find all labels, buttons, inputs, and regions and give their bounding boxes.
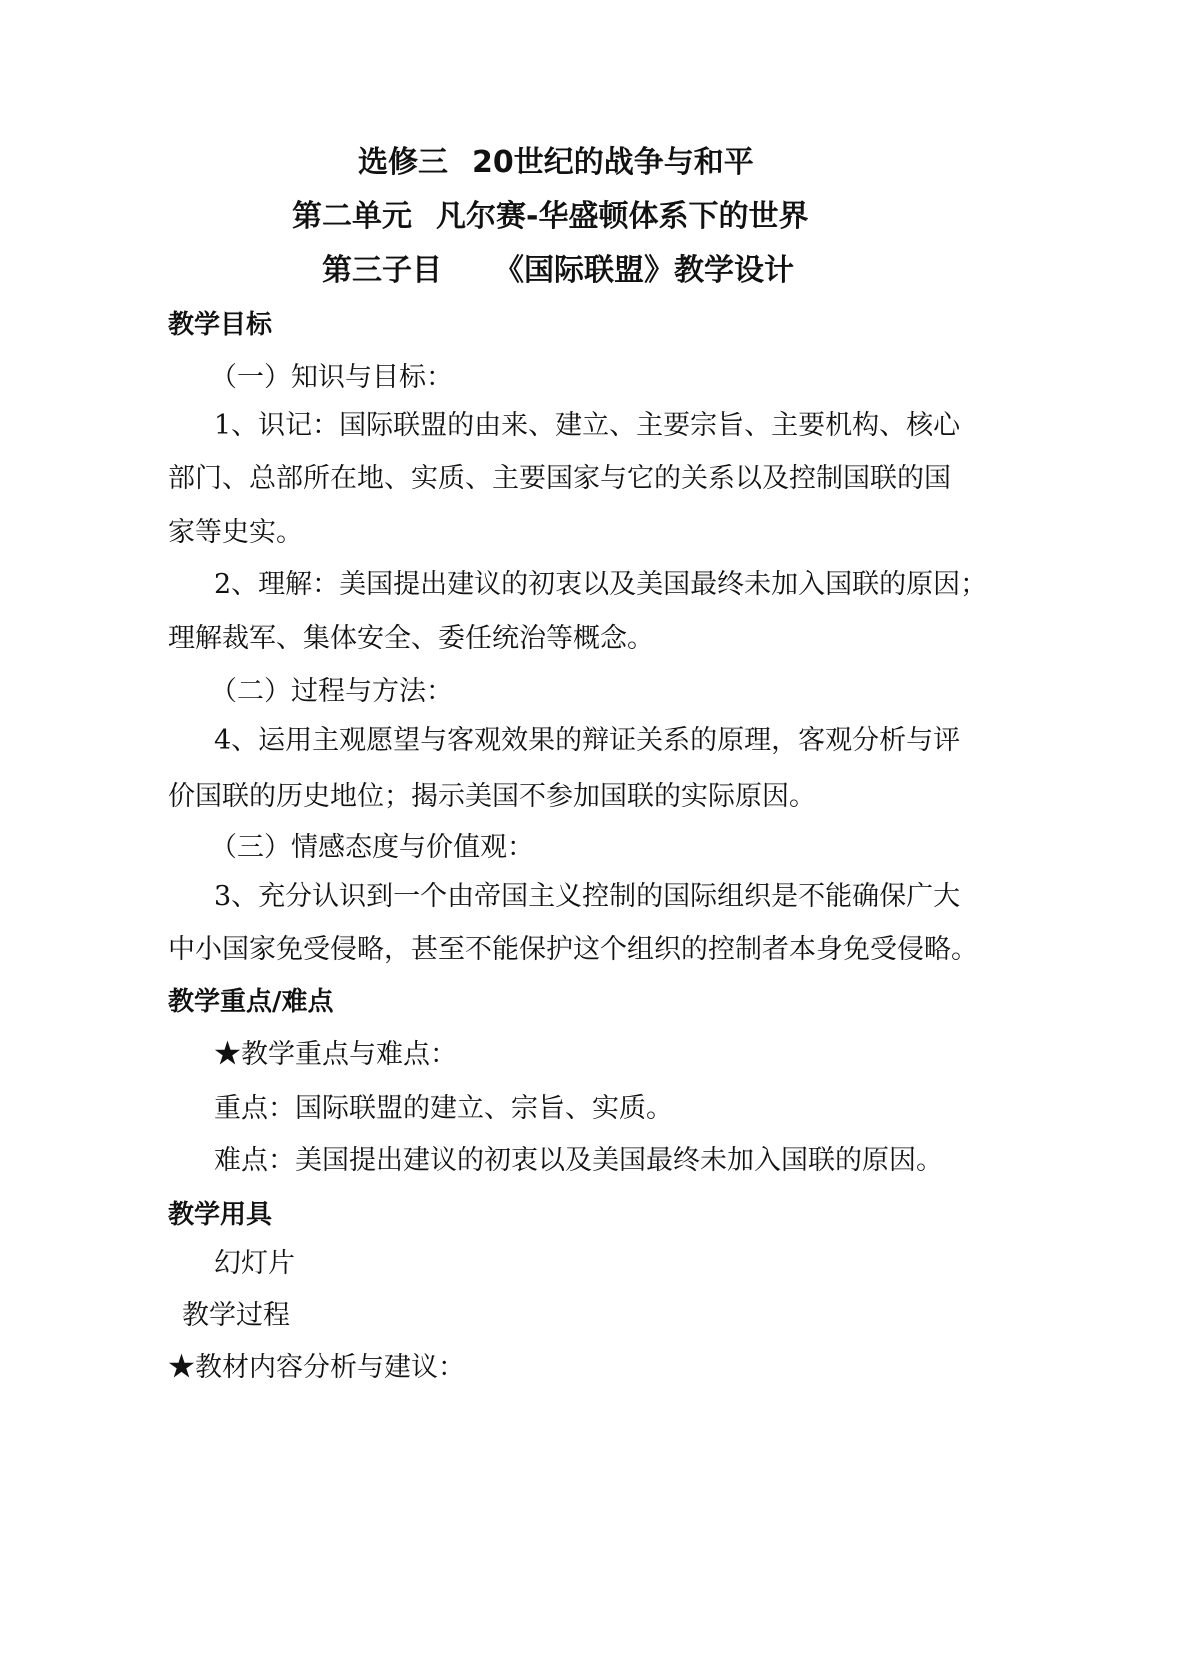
emotion-item-line1: 3、充分认识到一个由帝国主义控制的国际组织是不能确保广大 xyxy=(214,881,961,912)
key-line: 重点：国际联盟的建立、宗旨、实质。 xyxy=(214,1093,673,1124)
knowledge-item1-line2: 部门、总部所在地、实质、主要国家与它的关系以及控制国联的国 xyxy=(168,463,951,494)
title-line-1 xyxy=(358,143,754,183)
title-line-3-part-b: 《国际联盟》教学设计 xyxy=(494,253,794,288)
tools-item: 幻灯片 xyxy=(214,1248,295,1279)
process-item-line2: 价国联的历史地位；揭示美国不参加国联的实际原因。 xyxy=(168,781,816,812)
title-line-1-part-b: 20世纪的战争与和平 xyxy=(472,145,754,180)
title-line-2 xyxy=(292,197,808,237)
knowledge-subheading: （一）知识与目标： xyxy=(210,362,453,393)
knowledge-item2-line1: 2、理解：美国提出建议的初衷以及美国最终未加入国联的原因； xyxy=(214,569,988,600)
key-points-star-line: ★教学重点与难点： xyxy=(214,1039,457,1070)
key-points-heading: 教学重点/难点 xyxy=(168,987,334,1017)
process-subheading: （二）过程与方法： xyxy=(210,676,453,707)
title-line-3 xyxy=(322,251,794,291)
process-label: 教学过程 xyxy=(182,1300,290,1331)
knowledge-item2-line2: 理解裁军、集体安全、委任统治等概念。 xyxy=(168,623,654,654)
tools-heading: 教学用具 xyxy=(168,1200,273,1230)
knowledge-item1-line3: 家等史实。 xyxy=(168,517,303,548)
knowledge-item1-line1: 1、识记：国际联盟的由来、建立、主要宗旨、主要机构、核心 xyxy=(214,410,961,441)
analysis-label: ★教材内容分析与建议： xyxy=(168,1352,465,1383)
title-line-2-part-a: 第二单元 xyxy=(292,199,412,234)
process-item-line1: 4、运用主观愿望与客观效果的辩证关系的原理，客观分析与评 xyxy=(214,725,961,756)
emotion-subheading: （三）情感态度与价值观： xyxy=(210,832,534,863)
title-line-2-part-b: 凡尔赛-华盛顿体系下的世界 xyxy=(436,199,809,234)
title-line-1-part-a: 选修三 xyxy=(358,145,448,180)
objectives-heading: 教学目标 xyxy=(168,310,273,340)
emotion-item-line2: 中小国家免受侵略，甚至不能保护这个组织的控制者本身免受侵略。 xyxy=(168,934,978,965)
title-line-3-part-a: 第三子目 xyxy=(322,253,442,288)
difficult-line: 难点：美国提出建议的初衷以及美国最终未加入国联的原因。 xyxy=(214,1145,943,1176)
